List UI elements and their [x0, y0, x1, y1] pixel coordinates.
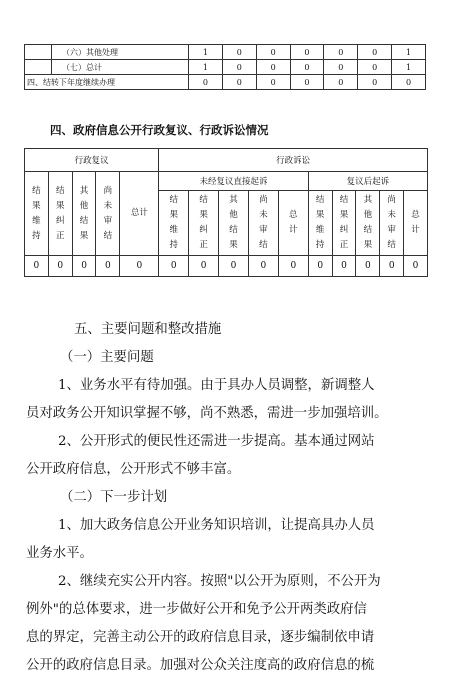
- header-direct: 未经复议直接起诉: [159, 172, 308, 191]
- column-header: 其他结果: [72, 172, 96, 256]
- table-cell: 1: [189, 60, 223, 75]
- column-header: 结果维持: [25, 172, 49, 256]
- table-cell: 0: [222, 75, 256, 90]
- column-header: 总计: [120, 172, 159, 256]
- table-cell: 0: [96, 256, 120, 277]
- row-label: （七）总计: [52, 60, 189, 75]
- paragraph-line: 1、业务水平有待加强。由于具办人员调整，新调整人: [58, 378, 375, 393]
- table-cell: 0: [48, 256, 72, 277]
- table-cell: 0: [72, 256, 96, 277]
- table-cell: 0: [356, 256, 380, 277]
- column-header: 结果纠正: [48, 172, 72, 256]
- table-cell: 0: [25, 256, 49, 277]
- table-cell: 0: [332, 256, 356, 277]
- paragraph-line: 公开的政府信息目录。加强对公众关注度高的政府信息的梳: [26, 658, 375, 673]
- table-cell: 0: [189, 75, 223, 90]
- table-cell: 0: [404, 256, 428, 277]
- column-header: 其他结果: [356, 191, 380, 256]
- table-row: [25, 256, 428, 277]
- table-header-row: [25, 149, 428, 172]
- table-cell: 0: [324, 75, 358, 90]
- table-cell: 1: [392, 45, 426, 60]
- column-header: 结果纠正: [189, 191, 219, 256]
- header-litigation: 行政诉讼: [159, 149, 428, 172]
- table-cell: 1: [392, 60, 426, 75]
- summary-table-continued: [24, 44, 426, 90]
- header-review: 行政复议: [25, 149, 159, 172]
- table-cell: 0: [308, 256, 332, 277]
- column-header: 结果纠正: [332, 191, 356, 256]
- table-cell: 0: [189, 256, 219, 277]
- table-row: [25, 45, 426, 60]
- table-cell: 0: [290, 45, 324, 60]
- table-cell: 0: [256, 75, 290, 90]
- column-header: 结果维持: [159, 191, 189, 256]
- paragraph-line: 例外"的总体要求，进一步做好公开和免予公开两类政府信: [26, 602, 367, 617]
- table-cell: 0: [248, 256, 278, 277]
- paragraph-line: 1、加大政务信息公开业务知识培训，让提高具办人员: [58, 518, 375, 533]
- row-label: 四、结转下年度继续办理: [25, 75, 189, 90]
- table-cell: 0: [358, 60, 392, 75]
- table-cell: 0: [159, 256, 189, 277]
- section-heading: 四、政府信息公开行政复议、行政诉讼情况: [50, 123, 269, 137]
- table-cell: 0: [290, 75, 324, 90]
- table-cell: 0: [219, 256, 249, 277]
- paragraph-line: 2、公开形式的便民性还需进一步提高。基本通过网站: [58, 434, 375, 449]
- table-cell: 0: [222, 45, 256, 60]
- table-row: [25, 75, 426, 90]
- paragraph-line: 业务水平。: [26, 546, 93, 561]
- column-header: 尚未审结: [248, 191, 278, 256]
- subsection-heading: （二）下一步计划: [60, 490, 168, 505]
- table-cell: 0: [256, 60, 290, 75]
- column-header: 尚未审结: [96, 172, 120, 256]
- paragraph-line: 2、继续充实公开内容。按照"以公开为原则，不公开为: [58, 574, 381, 589]
- column-header: 总计: [404, 191, 428, 256]
- paragraph-line: 公开政府信息，公开形式不够丰富。: [26, 462, 241, 477]
- table-cell: 0: [290, 60, 324, 75]
- table-cell: 0: [278, 256, 308, 277]
- table-cell: 0: [392, 75, 426, 90]
- paragraph-line: 员对政务公开知识掌握不够，尚不熟悉，需进一步加强培训。: [26, 406, 388, 421]
- column-header: 结果维持: [308, 191, 332, 256]
- table-row: [25, 60, 426, 75]
- review-litigation-table: [24, 148, 428, 277]
- header-after-review: 复议后起诉: [308, 172, 427, 191]
- column-header: 尚未审结: [380, 191, 404, 256]
- table-cell: 0: [256, 45, 290, 60]
- table-cell: 0: [222, 60, 256, 75]
- table-cell: 0: [120, 256, 159, 277]
- row-label: （六）其他处理: [52, 45, 189, 60]
- column-header: 其他结果: [219, 191, 249, 256]
- table-cell: 0: [380, 256, 404, 277]
- table-cell: 0: [324, 45, 358, 60]
- table-cell: 0: [358, 45, 392, 60]
- column-header: 总计: [278, 191, 308, 256]
- table-cell: 0: [358, 75, 392, 90]
- section-heading: 五、主要问题和整改措施: [74, 322, 222, 337]
- table-cell: 1: [189, 45, 223, 60]
- table-header-row: [25, 172, 428, 191]
- paragraph-line: 息的界定，完善主动公开的政府信息目录，逐步编制依申请: [26, 630, 375, 645]
- table-cell: 0: [324, 60, 358, 75]
- subsection-heading: （一）主要问题: [60, 350, 154, 365]
